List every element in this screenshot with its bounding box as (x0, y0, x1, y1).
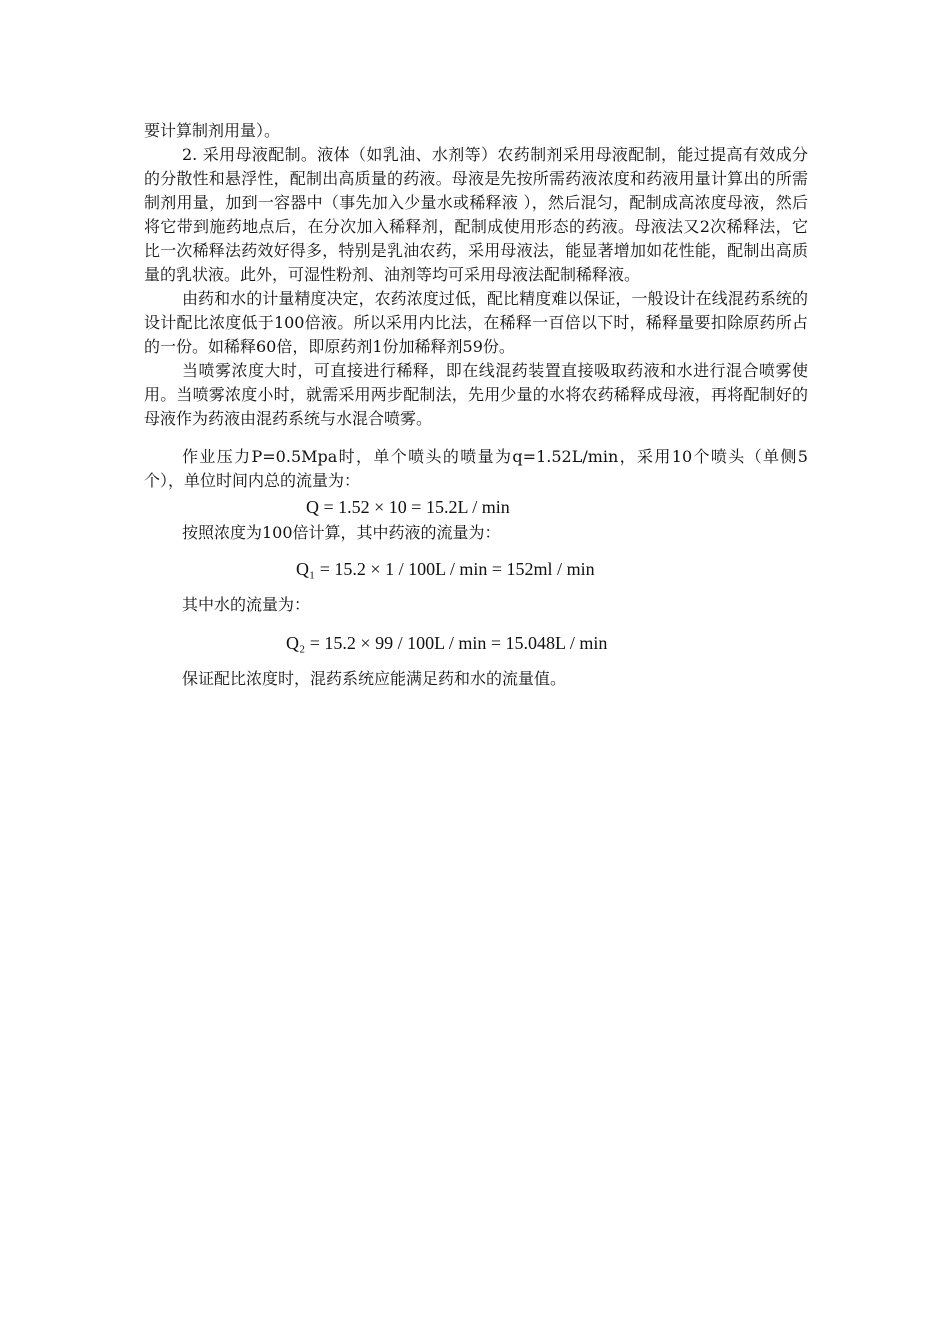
blank-line (144, 431, 808, 445)
paragraph-spray-concentration: 当喷雾浓度大时，可直接进行稀释，即在线混药装置直接吸取药液和水进行混合喷雾使用。当喷雾浓度小时，就需采用两步配制法，先用少量的水将农药稀释成母液，再将配制好的母液作为药液由混药系统与水混合喷雾。 (144, 361, 808, 428)
conclusion-text: 保证配比浓度时，混药系统应能满足药和水的流量值。 (182, 669, 567, 688)
formula-drug-flow: Q₁ = 15.2 × 1 / 100L / min = 152ml / min (296, 559, 595, 579)
paragraph-dilution-ratio: 由药和水的计量精度决定，农药浓度过低，配比精度难以保证，一般设计在线混药系统的设计配比浓度低于100倍液。所以采用内比法，在稀释一百倍以下时，稀释量要扣除原药所占的一份。如稀释60倍，即原药剂1份加稀释剂59份。 (144, 289, 808, 356)
paragraph-continuation: 要计算制剂用量）。 (144, 121, 281, 140)
document-body (144, 119, 808, 691)
drug-flow-intro: 按照浓度为100倍计算，其中药液的流量为： (182, 523, 501, 542)
paragraph-mother-liquor: 2. 采用母液配制。液体（如乳油、水剂等）农药制剂采用母液配制，能过提高有效成分的分散性和悬浮性，配制出高质量的药液。母液是先按所需药液浓度和药液用量计算出的所需制剂用量，加到一容器中（事先加入少量水或稀释液 ），然后混匀，配制成高浓度母液，然后将它带到施药地点后，在分次加入稀释剂，配制成使用形态的药液。母液法又2次稀释法，它比一次稀释法药效好得多，特别是乳油农药，采用母液法，能显著增加如花性能，配制出高质量的乳状液。此外，可湿性粉剂、油剂等均可采用母液法配制稀释液。 (144, 145, 808, 284)
formula-total-flow: Q = 1.52 × 10 = 15.2L / min (306, 497, 510, 517)
water-flow-intro: 其中水的流量为： (182, 595, 311, 614)
formula-water-flow: Q₂ = 15.2 × 99 / 100L / min = 15.048L / min (286, 633, 608, 653)
paragraph-working-pressure: 作业压力P=0.5Mpa时，单个喷头的喷量为q=1.52L/min，采用10个喷头（单侧5个），单位时间内总的流量为： (144, 447, 808, 490)
